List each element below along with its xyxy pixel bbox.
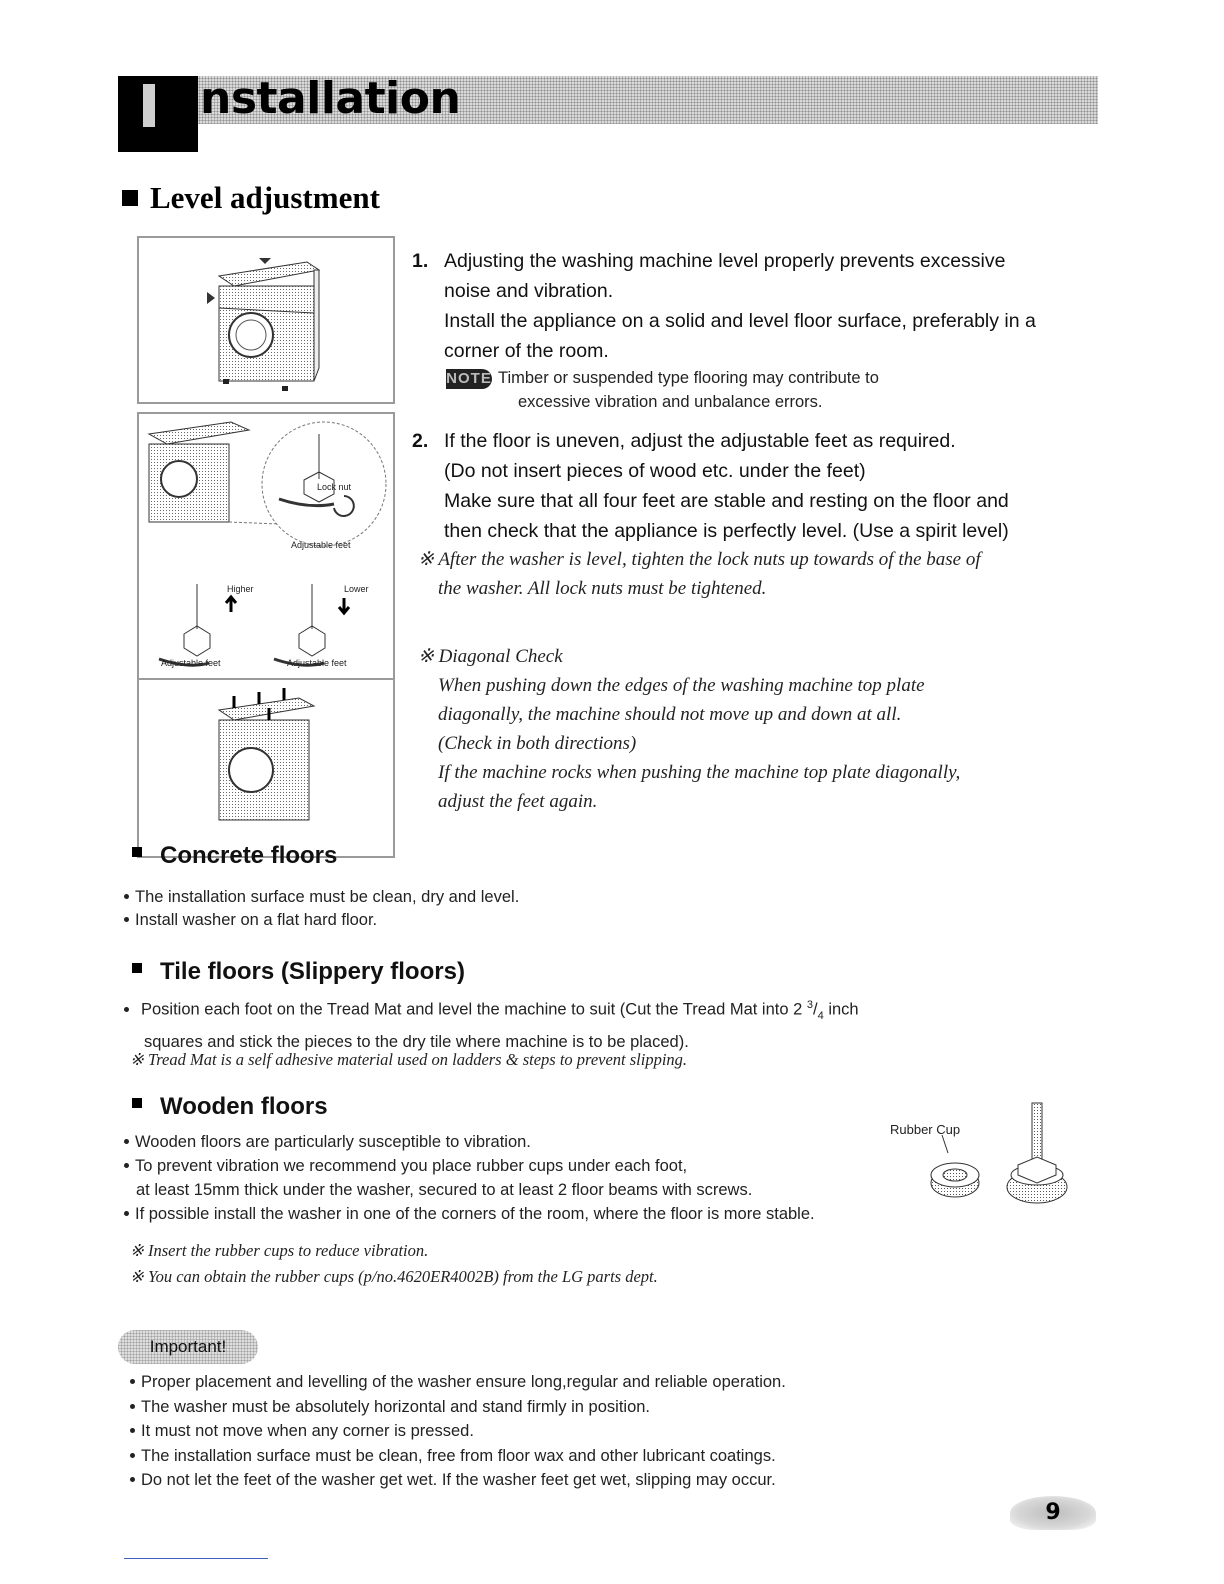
fraction-denominator: 4 bbox=[817, 1009, 824, 1022]
list-item bbox=[124, 886, 824, 909]
list-item bbox=[124, 1154, 1004, 1178]
rubber-cup-icon bbox=[920, 1095, 1080, 1215]
step-2-number: 2. bbox=[412, 430, 429, 452]
bullet-icon bbox=[124, 894, 129, 899]
lock-nut-label: Lock nut bbox=[317, 482, 352, 492]
footer-rule bbox=[124, 1558, 268, 1559]
list-item-text: at least 15mm thick under the washer, secured to at least 2 floor beams with screws. bbox=[136, 1181, 753, 1199]
bullet-icon bbox=[124, 917, 129, 922]
concrete-floors-heading bbox=[132, 842, 337, 870]
list-item-text: Install washer on a flat hard floor. bbox=[135, 911, 378, 929]
list-item bbox=[130, 1395, 1010, 1420]
bullet-icon bbox=[130, 1379, 135, 1384]
step-2-line: then check that the appliance is perfectly level. (Use a spirit level) bbox=[444, 520, 1009, 542]
bullet-icon bbox=[124, 1163, 129, 1168]
important-list bbox=[130, 1370, 1010, 1493]
tile-floors-title: Tile floors (Slippery floors) bbox=[160, 958, 465, 985]
list-item-text: Position each foot on the Tread Mat and level the machine to suit (Cut the Tread Mat into 2 bbox=[141, 1000, 807, 1019]
list-item-text: The installation surface must be clean, dry and level. bbox=[135, 888, 520, 906]
bullet-icon bbox=[124, 1211, 129, 1216]
step-1-line: noise and vibration. bbox=[444, 280, 614, 302]
list-item-text: Proper placement and levelling of the washer ensure long,regular and reliable operation. bbox=[141, 1373, 786, 1391]
bullet-icon bbox=[124, 1007, 129, 1012]
step-2-line: Make sure that all four feet are stable and resting on the floor and bbox=[444, 490, 1009, 512]
timber-note bbox=[446, 366, 1066, 414]
step-1 bbox=[412, 246, 1104, 366]
adjustable-feet-zoom-label: Adjustable feet bbox=[291, 540, 351, 550]
step-1-line: Adjusting the washing machine level properly prevents excessive bbox=[444, 250, 1006, 272]
bullet-icon bbox=[130, 1428, 135, 1433]
lower-label: Lower bbox=[344, 584, 369, 594]
square-bullet-icon bbox=[132, 1098, 142, 1108]
bullet-icon bbox=[130, 1453, 135, 1458]
bullet-icon bbox=[130, 1477, 135, 1482]
higher-label: Higher bbox=[227, 584, 254, 594]
square-bullet-icon bbox=[132, 963, 142, 973]
square-bullet-icon bbox=[132, 847, 142, 857]
tile-floors-heading bbox=[132, 958, 465, 986]
important-badge: Important! bbox=[118, 1330, 258, 1364]
rubber-cup-part-note: ※ You can obtain the rubber cups (p/no.4620ER4002B) from the LG parts dept. bbox=[130, 1267, 658, 1286]
diagonal-check-line: (Check in both directions) bbox=[438, 733, 637, 754]
rubber-cup-label: Rubber Cup bbox=[890, 1122, 961, 1137]
list-item bbox=[124, 909, 824, 932]
rubber-cup-note: ※ Insert the rubber cups to reduce vibration. bbox=[130, 1241, 429, 1260]
diagonal-check-line: When pushing down the edges of the washing machine top plate bbox=[438, 675, 925, 696]
tile-floors-list bbox=[124, 992, 1084, 1055]
bullet-icon bbox=[130, 1404, 135, 1409]
lock-nut-note-line: the washer. All lock nuts must be tightened. bbox=[438, 578, 767, 599]
washer-level-figure bbox=[137, 236, 395, 404]
level-adjustment-heading bbox=[122, 180, 380, 216]
note-badge-icon: NOTE bbox=[446, 369, 492, 387]
diagonal-check-line: adjust the feet again. bbox=[438, 791, 598, 812]
washer-illustration-icon bbox=[139, 238, 393, 402]
adjustable-feet-right-label: Adjustable feet bbox=[287, 658, 347, 668]
list-item-text: inch bbox=[823, 1000, 859, 1019]
list-item bbox=[130, 1444, 1010, 1469]
header-initial-block bbox=[118, 76, 198, 152]
page-number: 9 bbox=[1010, 1496, 1096, 1530]
list-item-text: Wooden floors are particularly susceptible to vibration. bbox=[135, 1133, 531, 1151]
step-1-number: 1. bbox=[412, 250, 429, 272]
diagonal-check-title: ※ Diagonal Check bbox=[418, 646, 563, 667]
list-item bbox=[124, 1202, 1004, 1226]
level-adjustment-title: Level adjustment bbox=[150, 180, 380, 215]
list-item-text: To prevent vibration we recommend you place rubber cups under each foot, bbox=[135, 1157, 688, 1175]
list-item bbox=[130, 1370, 1010, 1395]
bullet-icon bbox=[124, 1139, 129, 1144]
list-item bbox=[124, 1130, 1004, 1154]
step-2-line: (Do not insert pieces of wood etc. under the feet) bbox=[444, 460, 866, 482]
adjustable-feet-left-label: Adjustable feet bbox=[161, 658, 221, 668]
fraction-numerator: 3 bbox=[806, 999, 814, 1011]
note-line: Timber or suspended type flooring may contribute to bbox=[498, 369, 879, 387]
lock-nut-note-line: ※ After the washer is level, tighten the lock nuts up towards of the base of bbox=[418, 549, 981, 570]
list-item bbox=[130, 1419, 1010, 1444]
list-item-text: The installation surface must be clean, free from floor wax and other lubricant coatings. bbox=[141, 1446, 776, 1465]
step-2 bbox=[412, 426, 1104, 546]
diagonal-check-line: diagonally, the machine should not move up and down at all. bbox=[438, 704, 902, 725]
step-1-line: corner of the room. bbox=[444, 340, 609, 362]
list-item-text: squares and stick the pieces to the dry tile where machine is to be placed). bbox=[144, 1032, 689, 1051]
wooden-floors-title: Wooden floors bbox=[160, 1093, 328, 1120]
figure-divider bbox=[139, 678, 393, 680]
list-item-text: It must not move when any corner is pressed. bbox=[141, 1422, 474, 1440]
header-initial-letter bbox=[143, 84, 155, 127]
tread-mat-note: ※ Tread Mat is a self adhesive material used on ladders & steps to prevent slipping. bbox=[130, 1050, 688, 1069]
concrete-floors-list bbox=[124, 886, 824, 932]
diagonal-check bbox=[418, 642, 1098, 816]
lock-nut-note bbox=[418, 545, 1098, 603]
wooden-floors-heading bbox=[132, 1093, 328, 1121]
diagonal-check-line: If the machine rocks when pushing the machine top plate diagonally, bbox=[438, 762, 961, 783]
step-1-line: Install the appliance on a solid and level floor surface, preferably in a bbox=[444, 310, 1036, 332]
wooden-floors-notes bbox=[130, 1238, 1030, 1290]
step-2-line: If the floor is uneven, adjust the adjustable feet as required. bbox=[444, 430, 956, 452]
section-title: nstallation bbox=[200, 73, 461, 124]
note-line: excessive vibration and unbalance errors. bbox=[518, 393, 823, 411]
list-item: Position each foot on the Tread Mat and level the machine to suit (Cut the Tread Mat into 2 $^3/_4$ inch bbox=[124, 992, 1084, 1029]
list-item-text: The washer must be absolutely horizontal and stand firmly in position. bbox=[141, 1397, 651, 1416]
concrete-floors-title: Concrete floors bbox=[160, 842, 338, 869]
list-item-text: Do not let the feet of the washer get wet. If the washer feet get wet, slipping may occur. bbox=[141, 1471, 776, 1489]
adjustable-feet-illustration-icon bbox=[139, 414, 393, 854]
list-item bbox=[130, 1468, 1010, 1493]
wooden-floors-list bbox=[124, 1130, 1004, 1226]
square-bullet-icon bbox=[122, 190, 138, 206]
list-item-text: If possible install the washer in one of the corners of the room, where the floor is more stable. bbox=[135, 1205, 815, 1223]
adjustable-feet-figure bbox=[137, 412, 395, 858]
